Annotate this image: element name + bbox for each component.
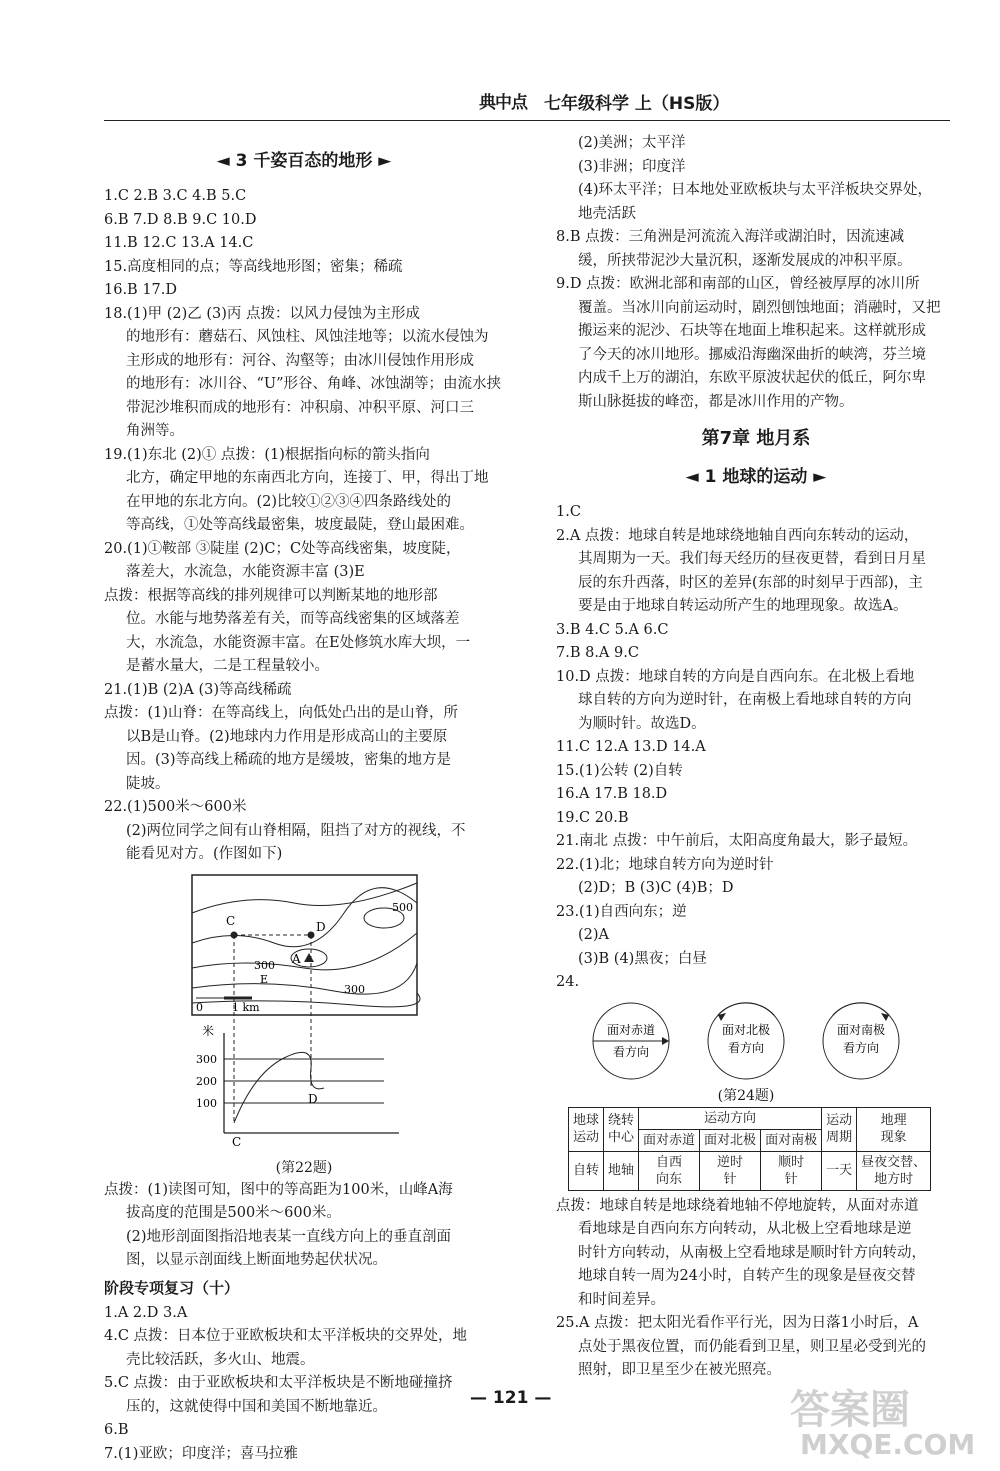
answer-line: 在甲地的东北方向。(2)比较①②③④四条路线处的 bbox=[126, 493, 452, 510]
answer-block-landforms bbox=[104, 185, 504, 867]
answer-line: 落差大，水流急，水能资源丰富 (3)E bbox=[126, 564, 365, 580]
answer-line: (4)环太平洋；日本地处亚欧板块与太平洋板块交界处， bbox=[578, 182, 933, 198]
contour-label-300a: 300 bbox=[254, 958, 275, 972]
answer-line: 是蓄水量大，二是工程量较小。 bbox=[126, 658, 329, 674]
answer-line: 压的，这就使得中国和美国不断地靠近。 bbox=[126, 1398, 387, 1415]
answer-line: 的地形有：蘑菇石、风蚀柱、风蚀洼地等；以流水侵蚀为 bbox=[126, 329, 489, 345]
answer-line: 和时间差异。 bbox=[578, 1291, 665, 1308]
answer-line: 了今天的冰川地形。挪威沿海幽深曲折的峡湾，芬兰境 bbox=[578, 346, 926, 363]
answer-line: 1.C 2.B 3.C 4.B 5.C bbox=[104, 188, 247, 204]
circle2-text-line1: 面对北极 bbox=[721, 1022, 771, 1037]
answer-line: 覆盖。当冰川向前运动时，剧烈刨蚀地面；消融时，又把 bbox=[578, 299, 941, 316]
answer-line: (3)非洲；印度洋 bbox=[578, 158, 686, 175]
y-axis-unit: 米 bbox=[202, 1023, 215, 1038]
book-title: 七年级科学 上（HS版） bbox=[544, 94, 730, 114]
answer-line: 地球自转一周为24小时，自转产生的现象是昼夜交替 bbox=[578, 1268, 916, 1284]
figure-22 bbox=[184, 873, 424, 1176]
answer-line: 11.B 12.C 13.A 14.C bbox=[104, 235, 254, 251]
answer-line: (2)地形剖面图指沿地表某一直线方向上的垂直剖面 bbox=[126, 1228, 452, 1245]
section-title-earth-motion: ◄ 1 地球的运动 ► bbox=[685, 467, 827, 487]
answer-line: 地壳活跃 bbox=[578, 205, 636, 222]
circle1-text-line2: 看方向 bbox=[612, 1044, 650, 1059]
answer-line: 18.(1)甲 (2)乙 (3)丙 点拨：以风力侵蚀为主形成 bbox=[104, 305, 421, 322]
y-tick-300: 300 bbox=[196, 1052, 217, 1066]
scale-label-1km: 1 km bbox=[232, 1000, 260, 1014]
answer-line: 3.B 4.C 5.A 6.C bbox=[556, 621, 669, 638]
th-center: 绕转 中心 bbox=[604, 1107, 639, 1151]
circle1-text-line1: 面对赤道 bbox=[606, 1022, 656, 1037]
answer-line: 缓，所挟带泥沙大量沉积，逐渐发展成的冲积平原。 bbox=[578, 252, 912, 269]
answer-line: 能看见对方。(作图如下) bbox=[126, 846, 283, 862]
answer-line: (3)B (4)黑夜；白昼 bbox=[578, 950, 707, 967]
answer-line: 6.B bbox=[104, 1422, 129, 1438]
answer-line: 图，以显示剖面线上断面地势起伏状况。 bbox=[126, 1252, 387, 1268]
answer-line: 点拨：(1)山脊：在等高线上，向低处凸出的是山脊，所 bbox=[104, 705, 459, 721]
answer-line: 8.B 点拨：三角洲是河流流入海洋或湖泊时，因流速减 bbox=[556, 229, 905, 245]
answer-line: 因。(3)等高线上稀疏的地方是缓坡，密集的地方是 bbox=[126, 752, 452, 768]
answer-line: 15.高度相同的点；等高线地形图；密集；稀疏 bbox=[104, 258, 403, 275]
answer-line: 斯山脉挺拔的峰峦，都是冰川作用的产物。 bbox=[578, 393, 854, 410]
answer-line: 北方，确定甲地的东南西北方向，连接丁、甲，得出丁地 bbox=[126, 470, 489, 486]
answer-line: 看地球是自西向东方向转动，从北极上空看地球是逆 bbox=[578, 1221, 912, 1237]
circle2-text-line2: 看方向 bbox=[727, 1040, 765, 1055]
point-label-c: C bbox=[226, 913, 236, 928]
contour-label-500: 500 bbox=[392, 900, 413, 914]
answer-line: 7.B 8.A 9.C bbox=[556, 645, 639, 661]
answer-line: 4.C 点拨：日本位于亚欧板块和太平洋板块的交界处，地 bbox=[104, 1328, 468, 1344]
answer-line: 16.A 17.B 18.D bbox=[556, 786, 668, 802]
answer-line: 23.(1)自西向东；逆 bbox=[556, 903, 687, 920]
answer-line: 等高线，①处等高线最密集，坡度最陡，登山最困难。 bbox=[126, 517, 474, 533]
answer-block-22-explanation bbox=[104, 1179, 504, 1273]
answer-line: 24. bbox=[556, 974, 580, 990]
answer-line: 照射，即卫星至少在被光照亮。 bbox=[578, 1362, 781, 1378]
answer-line: 要是由于地球自转运动所产生的地理现象。故选A。 bbox=[578, 598, 908, 614]
contour-label-300b: 300 bbox=[344, 982, 365, 996]
figure-24 bbox=[556, 1001, 936, 1104]
profile-label-c: C bbox=[232, 1134, 242, 1149]
answer-line: (2)A bbox=[578, 927, 610, 943]
circle3-text-line2: 看方向 bbox=[842, 1040, 880, 1055]
answer-block-earth-motion bbox=[556, 501, 956, 995]
answer-line: 19.C 20.B bbox=[556, 809, 629, 826]
contour-and-profile-diagram bbox=[184, 873, 424, 1153]
y-tick-100: 100 bbox=[196, 1096, 217, 1110]
book-logo: 典中点 bbox=[479, 93, 527, 113]
answer-line: 点拨：根据等高线的排列规律可以判断某地的地形部 bbox=[104, 587, 438, 604]
scale-label-0: 0 bbox=[196, 1000, 203, 1014]
answer-line: 21.南北 点拨：中午前后，太阳高度角最大，影子最短。 bbox=[556, 833, 918, 849]
td-period: 一天 bbox=[822, 1151, 857, 1190]
answer-block-continued bbox=[556, 132, 956, 414]
answer-line: 的地形有：冰川谷、“U”形谷、角峰、冰蚀湖等；由流水挟 bbox=[126, 376, 502, 392]
answer-line: 辰的东升西落，时区的差异(东部的时刻早于西部)，主 bbox=[578, 574, 923, 591]
page-number: — 121 — bbox=[470, 1388, 552, 1408]
figure-22-caption: (第22题) bbox=[275, 1159, 333, 1176]
answer-line: 搬运来的泥沙、石块等在地面上堆积起来。这样就形成 bbox=[578, 323, 926, 339]
th-north: 面对北极 bbox=[700, 1129, 761, 1151]
answer-line: 陡坡。 bbox=[126, 775, 170, 792]
answer-line: 11.C 12.A 13.D 14.A bbox=[556, 739, 706, 755]
answer-line: 5.C 点拨：由于亚欧板块和太平洋板块是不断地碰撞挤 bbox=[104, 1375, 453, 1391]
answer-line: 主形成的地形有：河谷、沟壑等；由冰川侵蚀作用形成 bbox=[126, 352, 474, 369]
left-column bbox=[104, 140, 504, 1466]
point-label-e: E bbox=[260, 972, 269, 986]
answer-line: 7.(1)亚欧；印度洋；喜马拉雅 bbox=[104, 1445, 298, 1462]
chapter-title: 第7章 地月系 bbox=[701, 428, 811, 449]
right-column bbox=[556, 132, 956, 1383]
answer-line: 点拨：地球自转是地球绕着地轴不停地旋转，从面对赤道 bbox=[556, 1197, 919, 1214]
answer-line: 拔高度的范围是500米～600米。 bbox=[126, 1205, 341, 1221]
answer-line: 带泥沙堆积而成的地形有：冲积扇、冲积平原、河口三 bbox=[126, 399, 474, 416]
answer-line: 2.A 点拨：地球自转是地球绕地轴自西向东转动的运动， bbox=[556, 527, 919, 544]
answer-line: 15.(1)公转 (2)自转 bbox=[556, 762, 683, 779]
rotation-circles bbox=[556, 1001, 936, 1081]
answer-line: 16.B 17.D bbox=[104, 282, 178, 298]
answer-line: 点拨：(1)读图可知，图中的等高距为100米，山峰A海 bbox=[104, 1181, 453, 1198]
answer-line: 为顺时针。故选D。 bbox=[578, 715, 706, 732]
page-header bbox=[104, 86, 950, 121]
circle3-text-line1: 面对南极 bbox=[836, 1022, 886, 1037]
answer-line: (2)D；B (3)C (4)B；D bbox=[578, 880, 734, 896]
answer-line: 时针方向转动，从南极上空看地球是顺时针方向转动， bbox=[578, 1244, 926, 1261]
td-north-dir: 逆时 针 bbox=[700, 1151, 761, 1190]
answer-line: 10.D 点拨：地球自转的方向是自西向东。在北极上看地 bbox=[556, 668, 915, 685]
td-south-dir: 顺时 针 bbox=[761, 1151, 822, 1190]
th-south: 面对南极 bbox=[761, 1129, 822, 1151]
peak-label-a: A bbox=[292, 951, 301, 966]
answer-line: 其周期为一天。我们每天经历的昼夜更替，看到日月星 bbox=[578, 551, 926, 567]
figure-24-caption: (第24题) bbox=[717, 1087, 775, 1104]
td-rotation: 自转 bbox=[569, 1151, 604, 1190]
answer-line: 22.(1)500米～600米 bbox=[104, 799, 247, 815]
td-equator-dir: 自西 向东 bbox=[639, 1151, 700, 1190]
answer-line: 大，水流急，水能资源丰富。在E处修筑水库大坝，一 bbox=[126, 634, 471, 651]
answer-line: 1.A 2.D 3.A bbox=[104, 1304, 188, 1321]
td-axis: 地轴 bbox=[604, 1151, 639, 1190]
answer-line: 位。水能与地势落差有关，而等高线密集的区域落差 bbox=[126, 611, 460, 627]
answer-line: 以B是山脊。(2)地球内力作用是形成高山的主要原 bbox=[126, 728, 448, 745]
answer-line: 20.(1)①鞍部 ③陡崖 (2)C；C处等高线密集，坡度陡， bbox=[104, 540, 461, 557]
profile-label-d: D bbox=[308, 1091, 318, 1106]
answer-line: 点处于黑夜位置，而仍能看到卫星，则卫星必受到光的 bbox=[578, 1338, 926, 1355]
answer-line: 21.(1)B (2)A (3)等高线稀疏 bbox=[104, 681, 292, 698]
section-title-landforms: ◄ 3 千姿百态的地形 ► bbox=[216, 151, 392, 171]
point-label-d: D bbox=[316, 919, 326, 934]
th-equator: 面对赤道 bbox=[639, 1129, 700, 1151]
th-earth-motion: 地球 运动 bbox=[569, 1107, 604, 1151]
answer-line: 内成千上万的湖泊，东欧平原波状起伏的低丘，阿尔卑 bbox=[578, 370, 926, 386]
answer-block-review bbox=[104, 1302, 504, 1467]
answer-line: (2)美洲；太平洋 bbox=[578, 135, 686, 151]
answer-line: 球自转的方向为逆时针，在南极上看地球自转的方向 bbox=[578, 692, 912, 708]
answer-line: 9.D 点拨：欧洲北部和南部的山区，曾经被厚厚的冰川所 bbox=[556, 276, 920, 292]
th-direction: 运动方向 bbox=[639, 1107, 822, 1129]
answer-line: 角洲等。 bbox=[126, 423, 184, 439]
td-phenomenon: 昼夜交替、 地方时 bbox=[857, 1151, 931, 1190]
answer-line: 壳比较活跃，多火山、地震。 bbox=[126, 1351, 315, 1368]
answer-line: 25.A 点拨：把太阳光看作平行光，因为日落1小时后，A bbox=[556, 1315, 919, 1331]
review-title: 阶段专项复习（十） bbox=[104, 1278, 240, 1297]
th-phenomenon: 地理 现象 bbox=[857, 1107, 931, 1151]
answer-line: 19.(1)东北 (2)① 点拨：(1)根据指向标的箭头指向 bbox=[104, 446, 430, 463]
th-period: 运动 周期 bbox=[822, 1107, 857, 1151]
answer-line: 1.C bbox=[556, 504, 581, 520]
answer-line: 22.(1)北；地球自转方向为逆时针 bbox=[556, 856, 774, 873]
watermark-logo: 答案圈 bbox=[790, 1387, 910, 1433]
answer-block-24-25 bbox=[556, 1195, 956, 1383]
earth-rotation-table bbox=[568, 1107, 931, 1191]
answer-line: (2)两位同学之间有山脊相隔，阻挡了对方的视线，不 bbox=[126, 822, 466, 839]
watermark-url: MXQE.COM bbox=[800, 1428, 976, 1461]
answer-line: 6.B 7.D 8.B 9.C 10.D bbox=[104, 211, 257, 228]
y-tick-200: 200 bbox=[196, 1074, 217, 1088]
